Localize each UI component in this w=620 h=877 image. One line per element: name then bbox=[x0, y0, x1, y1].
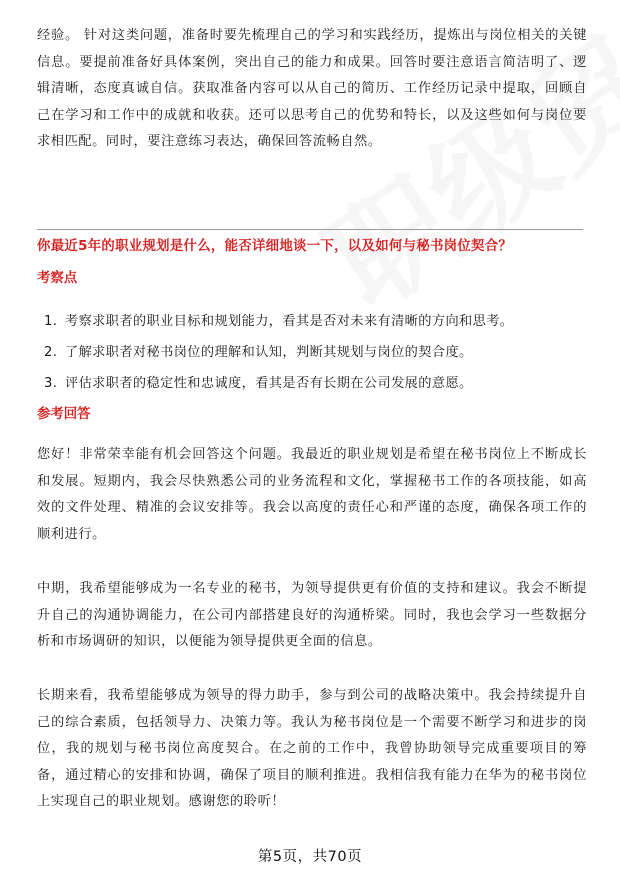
list-item bbox=[37, 337, 587, 368]
intro-paragraph: 经验。 针对这类问题，准备时要先梳理自己的学习和实践经历，提炼出与岗位相关的关键信息。要提前准备好具体案例，突出自己的能力和成果。回答时要注意语言简洁明了、逻辑清晰，态度真诚自信。获取准备内容可以从自己的简历、工作经历记录中提取，回顾自己在学习和工作中的成就和收获。还可以思考自己的优势和特长，以及这些如何与岗位要求相匹配。同时，要注意练习表达，确保回答流畅自然。 bbox=[37, 28, 587, 149]
list-item-number: 3. bbox=[44, 376, 58, 391]
section-divider bbox=[37, 229, 583, 230]
list-item bbox=[37, 306, 587, 337]
exam-points-title: 考察点 bbox=[37, 271, 78, 286]
list-item bbox=[37, 368, 587, 399]
list-item-number: 2. bbox=[44, 345, 58, 360]
list-item-number: 1. bbox=[44, 314, 58, 329]
answer-paragraph-mid-term: 中期，我希望能够成为一名专业的秘书，为领导提供更有价值的支持和建议。我会不断提升自己的沟通协调能力，在公司内部搭建良好的沟通桥梁。同时，我也会学习一些数据分析和市场调研的知识，以便能为领导提供更全面的信息。 bbox=[37, 581, 587, 649]
list-item-text: 考察求职者的职业目标和规划能力，看其是否对未来有清晰的方向和思考。 bbox=[65, 314, 514, 329]
answer-paragraph-long-term: 长期来看，我希望能够成为领导的得力助手，参与到公司的战略决策中。我会持续提升自己的综合素质，包括领导力、决策力等。我认为秘书岗位是一个需要不断学习和进步的岗位，我的规划与秘书岗位高度契合。在之前的工作中，我曾协助领导完成重要项目的筹备，通过精心的安排和协调，确保了项目的顺利推进。我相信我有能力在华为的秘书岗位上实现自己的职业规划。感谢您的聆听！ bbox=[37, 688, 587, 809]
list-item-text: 评估求职者的稳定性和忠诚度，看其是否有长期在公司发展的意愿。 bbox=[65, 376, 473, 391]
page-number-footer: 第5页，共70页 bbox=[257, 849, 363, 865]
answer-paragraph-short-term: 您好！非常荣幸能有机会回答这个问题。我最近的职业规划是希望在秘书岗位上不断成长和发展。短期内，我会尽快熟悉公司的业务流程和文化，掌握秘书工作的各项技能，如高效的文件处理、精准的会议安排等。我会以高度的责任心和严谨的态度，确保各项工作的顺利进行。 bbox=[37, 447, 587, 542]
list-item-text: 了解求职者对秘书岗位的理解和认知，判断其规划与岗位的契合度。 bbox=[65, 345, 473, 360]
reference-answer-title: 参考回答 bbox=[37, 407, 91, 422]
question-heading: 你最近5年的职业规划是什么，能否详细地谈一下，以及如何与秘书岗位契合？ bbox=[37, 239, 513, 254]
exam-points-list bbox=[37, 306, 587, 399]
